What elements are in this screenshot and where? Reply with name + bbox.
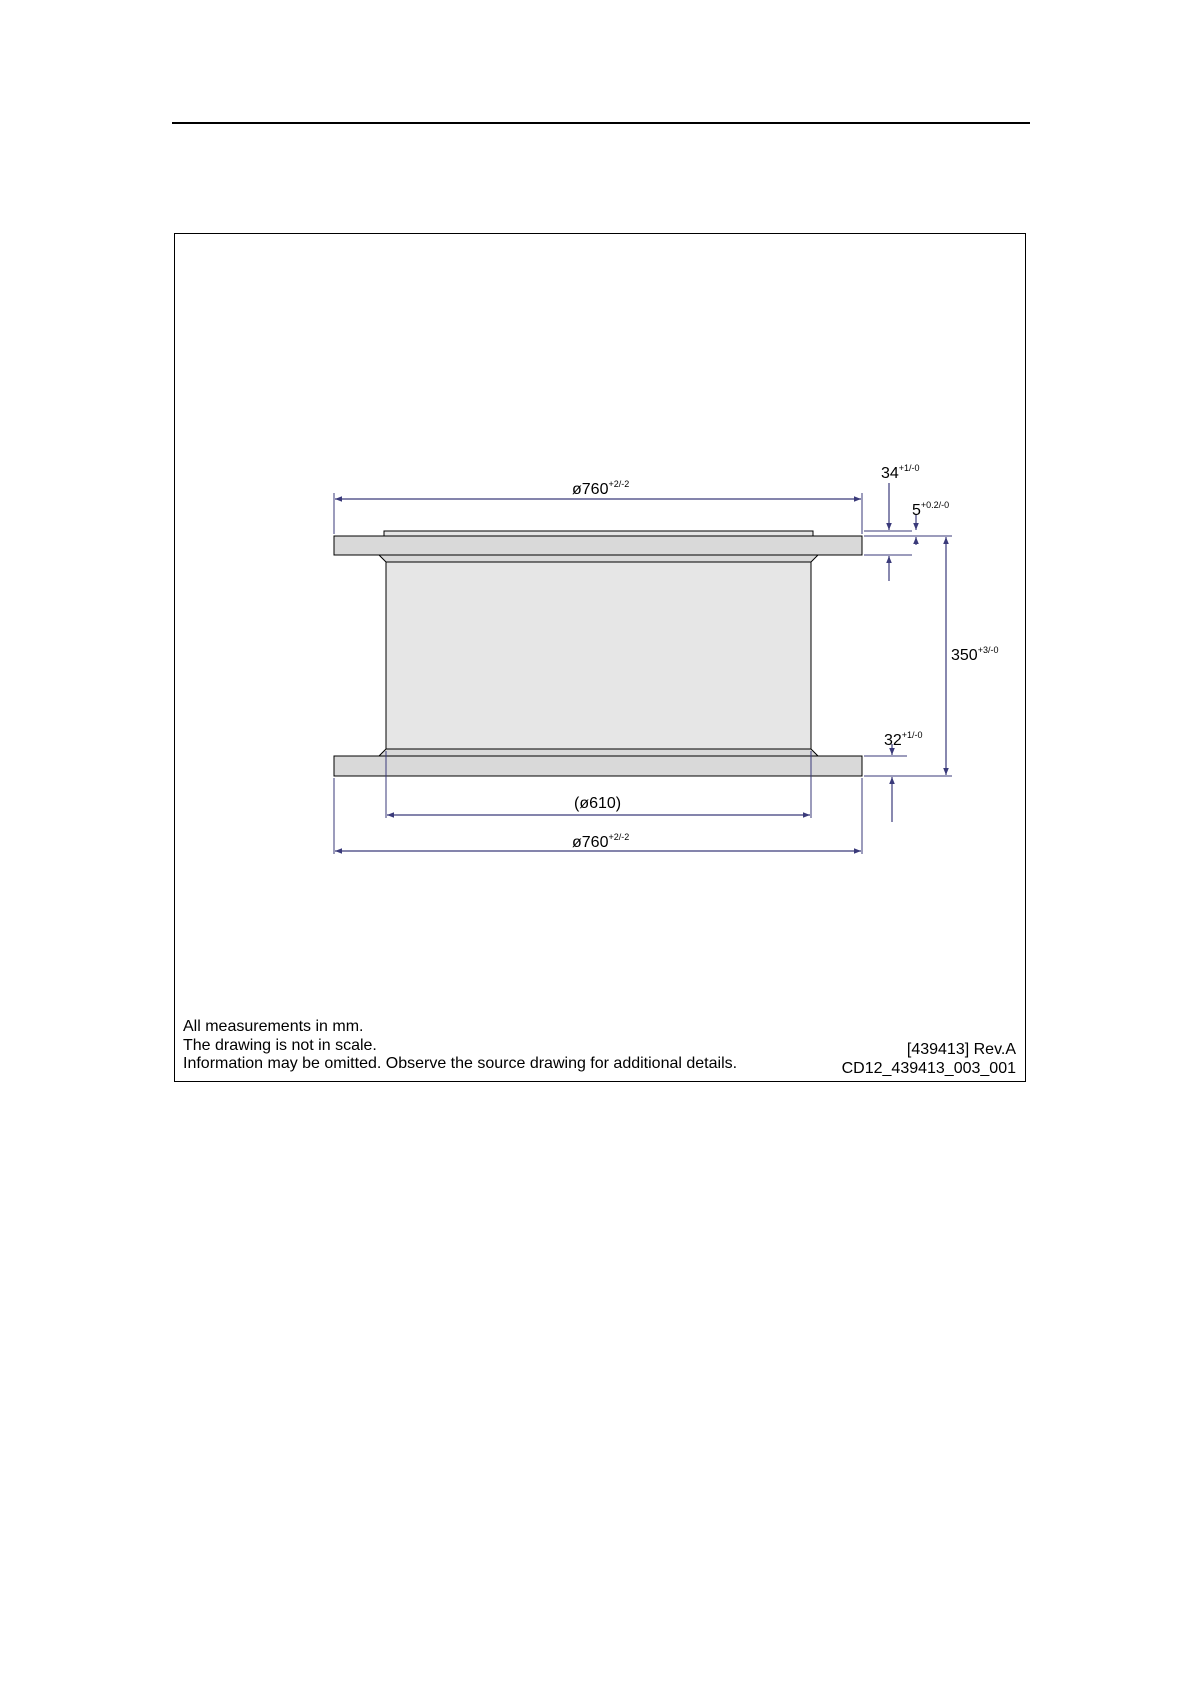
revision-label: [439413] Rev.A bbox=[906, 1041, 1016, 1058]
drawing-id-label: CD12_439413_003_001 bbox=[841, 1060, 1016, 1077]
top-diameter-label: $ø760^{+2/-2}$ bbox=[572, 479, 630, 498]
bottom-flange bbox=[334, 756, 862, 776]
bottom-flange-label: $32^{+1/-0}$ bbox=[884, 730, 923, 749]
note-scale: The drawing is not in scale. bbox=[183, 1036, 377, 1054]
bottom-chamfer bbox=[379, 749, 818, 756]
drawing-reference bbox=[842, 1040, 1016, 1078]
note-units: All measurements in mm. bbox=[183, 1018, 364, 1035]
drawing-notes bbox=[183, 1018, 737, 1074]
inner-diameter-label: (ø610) bbox=[574, 795, 622, 812]
top-flange-label: $34^{+1/-0}$ bbox=[881, 463, 920, 482]
overall-height-label: $350^{+3/-0}$ bbox=[951, 645, 999, 664]
top-flange bbox=[334, 536, 862, 555]
rubber-body bbox=[386, 562, 811, 749]
top-plate bbox=[384, 531, 813, 536]
bottom-diameter-label: $ø760^{+2/-2}$ bbox=[572, 832, 630, 851]
note-omitted: Information may be omitted. Observe the source drawing for additional details. bbox=[183, 1055, 738, 1072]
top-chamfer-label: $5^{+0.2/-0}$ bbox=[912, 500, 950, 519]
top-chamfer bbox=[379, 555, 818, 562]
